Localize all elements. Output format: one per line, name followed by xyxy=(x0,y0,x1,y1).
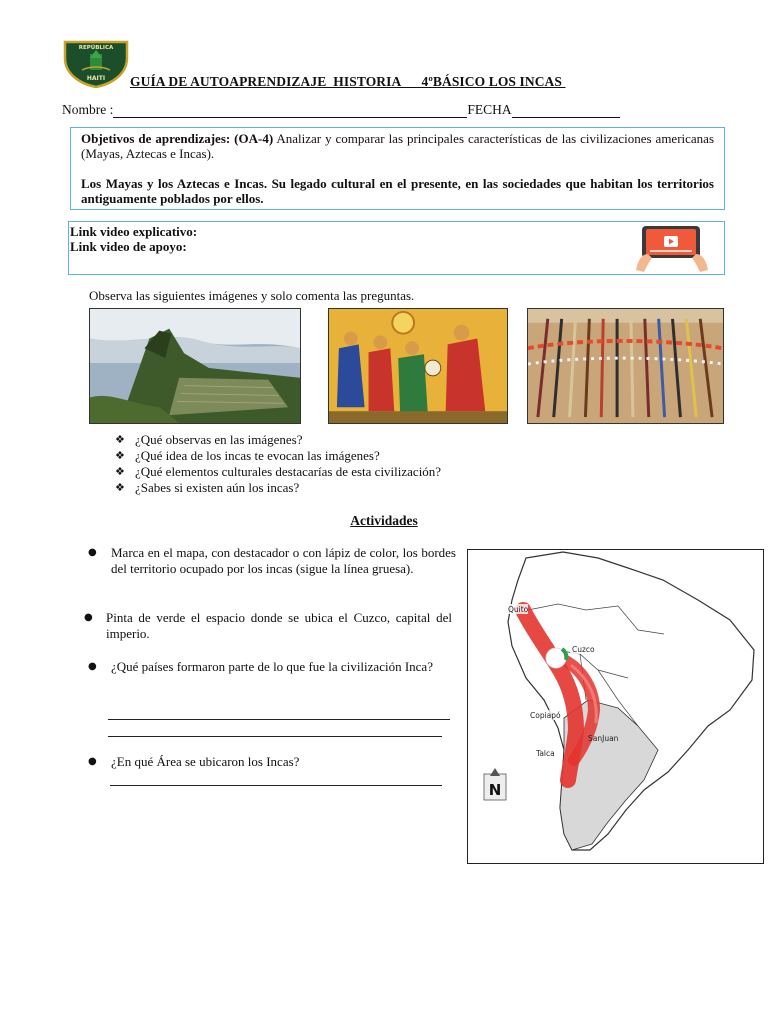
date-field[interactable] xyxy=(512,105,620,118)
objectives-box xyxy=(70,127,725,210)
objectives-text: Analizar y comparar las principales características de las civilizaciones americanas (Mayas, Aztecas e Incas). xyxy=(81,131,715,161)
reflection-questions xyxy=(115,432,441,496)
south-america-map[interactable] xyxy=(467,549,764,864)
video-tablet-icon xyxy=(634,224,710,274)
svg-text:HAITI: HAITI xyxy=(86,75,106,82)
activity-item: ● Marca en el mapa, con destacador o con lápiz de color, los bordes del territorio ocupado por los incas (sigue la línea gruesa). xyxy=(88,545,456,576)
bullet-icon: ● xyxy=(88,756,97,767)
bullet-icon: ● xyxy=(88,547,97,558)
quipu-image xyxy=(527,308,724,424)
label-sanjuan: SanJuan xyxy=(588,734,619,743)
answer-line[interactable] xyxy=(110,785,442,786)
diamond-bullet-icon: ❖ xyxy=(115,481,125,494)
label-talca: Talca xyxy=(536,749,555,758)
link-video-apoyo[interactable]: Link video de apoyo: xyxy=(70,239,187,254)
diamond-bullet-icon: ❖ xyxy=(115,465,125,478)
activity-item: ● ¿En qué Área se ubicaron los Incas? xyxy=(88,754,300,769)
answer-line[interactable] xyxy=(108,736,442,737)
list-item: ❖ ¿Qué idea de los incas te evocan las imágenes? xyxy=(115,448,380,463)
diamond-bullet-icon: ❖ xyxy=(115,433,125,446)
label-cuzco: Cuzco xyxy=(572,645,595,654)
bullet-icon: ● xyxy=(84,612,93,623)
list-item: ❖ ¿Sabes si existen aún los incas? xyxy=(115,480,300,495)
school-logo xyxy=(62,40,130,88)
list-item: ❖ ¿Qué elementos culturales destacarías de esta civilización? xyxy=(115,464,442,479)
legacy-text: Los Mayas y los Aztecas e Incas. Su legado cultural en el presente, en las sociedades que habitan los territorios antiguamente poblados por ellos. xyxy=(81,176,714,206)
answer-line[interactable] xyxy=(108,719,450,720)
bullet-icon: ● xyxy=(88,661,97,672)
label-copiapo: Copiapó xyxy=(530,711,561,720)
activity-item: ● Pinta de verde el espacio donde se ubica el Cuzco, capital del imperio. xyxy=(84,610,452,641)
name-field[interactable] xyxy=(113,105,467,118)
list-item: ❖ ¿Qué observas en las imágenes? xyxy=(115,432,303,447)
link-video-explicativo[interactable]: Link video explicativo: xyxy=(70,224,198,239)
activities-title: Actividades xyxy=(350,513,418,528)
links-box xyxy=(68,221,725,275)
north-arrow-icon xyxy=(484,768,506,800)
name-date-row xyxy=(62,102,662,118)
activity-item: ● ¿Qué países formaron parte de lo que fue la civilización Inca? xyxy=(88,659,433,674)
diamond-bullet-icon: ❖ xyxy=(115,449,125,462)
inca-mural-image xyxy=(328,308,508,424)
name-label: Nombre : xyxy=(62,102,114,117)
label-quito: Quito xyxy=(508,605,529,614)
svg-text:N: N xyxy=(488,781,502,799)
page-title: GUÍA DE AUTOAPRENDIZAJE HISTORIA 4ºBÁSICO LOS INCAS xyxy=(130,74,566,89)
objectives-paragraph xyxy=(81,131,714,161)
svg-text:REPÚBLICA: REPÚBLICA xyxy=(78,45,114,51)
machu-picchu-image xyxy=(89,308,301,424)
shield-icon xyxy=(62,40,130,88)
objectives-label: Objetivos de aprendizajes: (OA-4) xyxy=(81,131,274,146)
observe-instruction: Observa las siguientes imágenes y solo comenta las preguntas. xyxy=(89,288,415,303)
date-label: FECHA xyxy=(467,102,512,117)
